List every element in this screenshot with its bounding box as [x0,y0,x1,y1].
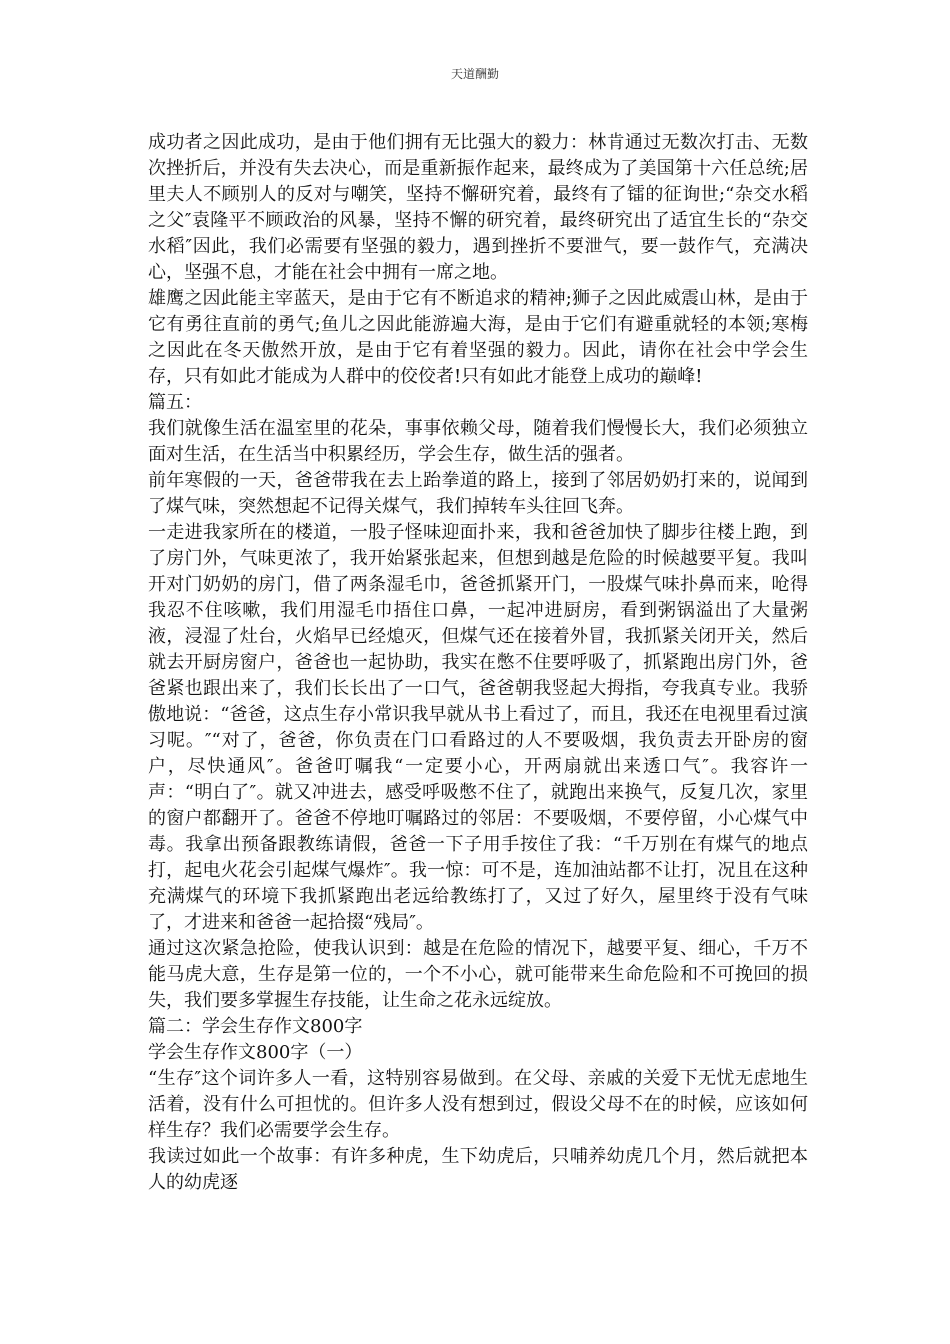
paragraph-gas-leak: 一走进我家所在的楼道，一股子怪味迎面扑来，我和爸爸加快了脚步往楼上跑，到了房门外，气味更浓了，我开始紧张起来，但想到越是危险的时候越要平复。我叫开对门奶奶的房门，借了两条湿毛巾，爸爸抓紧开门，一股煤气味扑鼻而来，呛得我忍不住咳嗽，我们用湿毛巾捂住口鼻，一起冲进厨房，看到粥锅溢出了大量粥液，浸湿了灶台，火焰早已经熄灭，但煤气还在接着外冒，我抓紧关闭开关，然后就去开厨房窗户，爸爸也一起协助，我实在憋不住要呼吸了，抓紧跑出房门外，爸爸紧也跟出来了，我们长长出了一口气，爸爸朝我竖起大拇指，夸我真专业。我骄傲地说：“爸爸，这点生存小常识我早就从书上看过了，而且，我还在电视里看过演习呢。″“对了，爸爸，你负责在门口看路过的人不要吸烟，我负责去开卧房的窗户，尽快通风″。爸爸叮嘱我“一定要小心，开两扇就出来透口气″。我容许一声：“明白了″。就又冲进去，感受呼吸憋不住了，就跑出来换气，反复几次，家里的窗户都翻开了。爸爸不停地叮嘱路过的邻居：不要吸烟，不要停留，小心煤气中毒。我拿出预备跟教练请假，爸爸一下子用手按住了我：“千万别在有煤气的地点打，起电火花会引起煤气爆炸″。我一惊：可不是，连加油站都不让打，况且在这种充满煤气的环境下我抓紧跑出老远给教练打了，又过了好久，屋里终于没有气味了，才进来和爸爸一起拾掇“残局″。 [148,522,808,933]
document-body [148,130,808,1196]
paragraph-winter-day: 前年寒假的一天，爸爸带我在去上跆拳道的路上，接到了邻居奶奶打来的，说闻到了煤气味，突然想起不记得关煤气，我们掉转车头往回飞奔。 [148,470,808,517]
page-header: 天道酬勤 [450,67,499,81]
section-heading-two: 篇二：学会生存作文800字 [148,1016,363,1037]
section-heading-five: 篇五： [148,392,202,413]
paragraph-tiger-story: 我读过如此一个故事：有许多种虎，生下幼虎后，只哺养幼虎几个月，然后就把本人的幼虎逐 [148,1146,808,1193]
paragraph-lesson: 通过这次紧急抢险，使我认识到：越是在危险的情况下，越要平复、细心，千万不能马虎大意，生存是第一位的，一个不小心，就可能带来生命危险和不可挽回的损失，我们要多掌握生存技能，让生命之花永远绽放。 [148,938,808,1011]
paragraph-greenhouse: 我们就像生活在温室里的花朵，事事依赖父母，随着我们慢慢长大，我们必须独立面对生活，在生活当中积累经历，学会生存，做生活的强者。 [148,418,808,465]
essay-title-one: 学会生存作文800字（一） [148,1042,363,1063]
paragraph-eagle: 雄鹰之因此能主宰蓝天，是由于它有不断追求的精神;狮子之因此威震山林，是由于它有勇往直前的勇气;鱼儿之因此能游遍大海，是由于它们有避重就轻的本领;寒梅之因此在冬天傲然开放，是由于它有着坚强的毅力。因此，请你在社会中学会生存，只有如此才能成为人群中的佼佼者!只有如此才能登上成功的巅峰! [148,288,808,387]
paragraph-survival-word: “生存″这个词许多人一看，这特别容易做到。在父母、亲戚的关爱下无忧无虑地生活着，没有什么可担忧的。但许多人没有想到过，假设父母不在的时候，应该如何样生存？我们必需要学会生存。 [148,1068,808,1141]
paragraph-perseverance: 成功者之因此成功，是由于他们拥有无比强大的毅力：林肯通过无数次打击、无数次挫折后，并没有失去决心，而是重新振作起来，最终成为了美国第十六任总统;居里夫人不顾别人的反对与嘲笑，坚持不懈研究着，最终有了镭的征询世;“杂交水稻之父″袁隆平不顾政治的风暴，坚持不懈的研究着，最终研究出了适宜生长的“杂交水稻″因此，我们必需要有坚强的毅力，遇到挫折不要泄气，要一鼓作气，充满决心，坚强不息，才能在社会中拥有一席之地。 [148,132,808,283]
